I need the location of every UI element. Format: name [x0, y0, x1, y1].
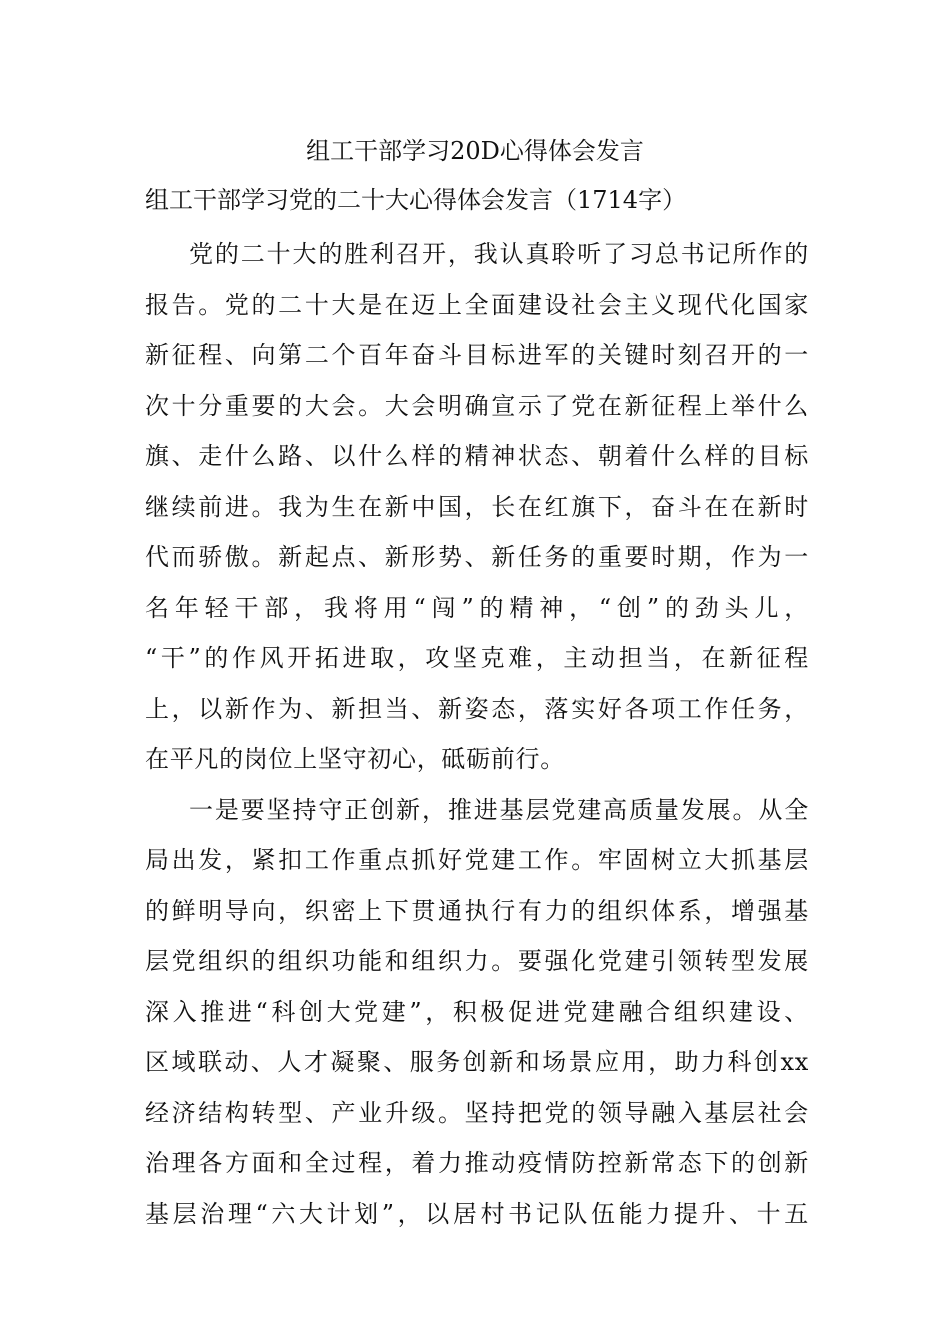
text-line: 局出发，紧扣工作重点抓好党建工作。牢固树立大抓基层 [145, 846, 809, 874]
document-body [145, 229, 809, 1239]
text-line: 区域联动、人才凝聚、服务创新和场景应用，助力科创xx [145, 1048, 809, 1076]
text-line: 报告。党的二十大是在迈上全面建设社会主义现代化国家 [145, 290, 809, 319]
text-line: 旗、走什么路、以什么样的精神状态、朝着什么样的目标 [145, 442, 809, 470]
text-line: 层党组织的组织功能和组织力。要强化党建引领转型发展 [145, 947, 809, 975]
paragraph-1 [145, 229, 809, 785]
text-line: 治理各方面和全过程，着力推动疫情防控新常态下的创新 [145, 1149, 809, 1177]
text-line: 次十分重要的大会。大会明确宣示了党在新征程上举什么 [145, 391, 809, 420]
text-line: 基层治理“六大计划”，以居村书记队伍能力提升、十五 [145, 1199, 809, 1228]
text-line: “干”的作风开拓进取，攻坚克难，主动担当，在新征程 [145, 644, 809, 672]
paragraph-2 [145, 785, 809, 1240]
document-subtitle: 组工干部学习党的二十大心得体会发言（1714字） [145, 186, 687, 214]
text-line: 在平凡的岗位上坚守初心，砥砺前行。 [145, 745, 565, 773]
text-line: 的鲜明导向，织密上下贯通执行有力的组织体系，增强基 [145, 896, 809, 925]
text-line: 深入推进“科创大党建”，积极促进党建融合组织建设、 [145, 997, 809, 1026]
text-line: 名年轻干部，我将用“闯”的精神，“创”的劲头儿， [145, 593, 809, 622]
text-line: 经济结构转型、产业升级。坚持把党的领导融入基层社会 [145, 1098, 809, 1127]
text-line: 新征程、向第二个百年奋斗目标进军的关键时刻召开的一 [145, 341, 809, 369]
document-title: 组工干部学习20D心得体会发言 [306, 137, 644, 165]
text-line: 上，以新作为、新担当、新姿态，落实好各项工作任务， [145, 694, 809, 723]
text-line: 党的二十大的胜利召开，我认真聆听了习总书记所作的 [189, 240, 809, 268]
text-line: 继续前进。我为生在新中国，长在红旗下，奋斗在在新时 [145, 492, 809, 521]
text-line: 代而骄傲。新起点、新形势、新任务的重要时期，作为一 [145, 543, 809, 571]
text-line: 一是要坚持守正创新，推进基层党建高质量发展。从全 [189, 795, 809, 824]
